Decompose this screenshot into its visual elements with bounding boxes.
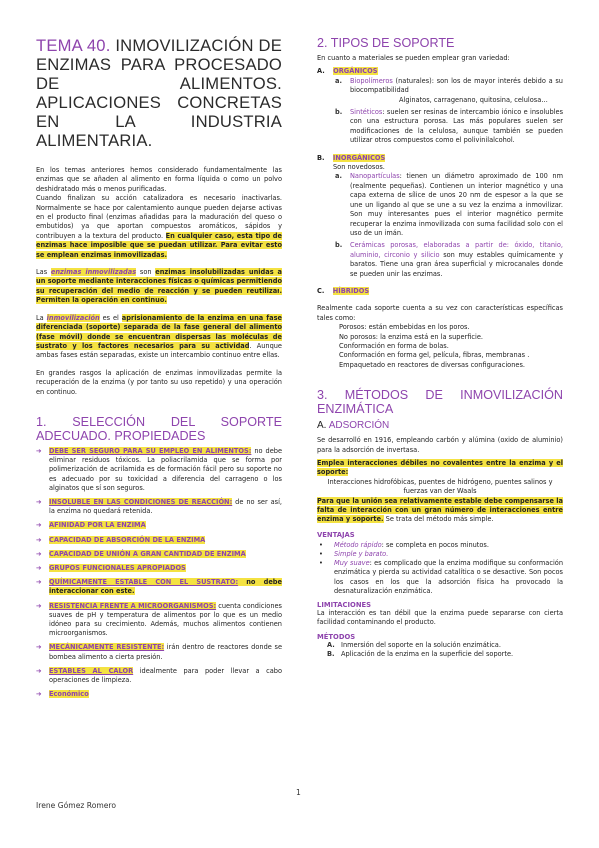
section-2-intro: En cuanto a materiales se pueden emplear gran variedad: bbox=[317, 54, 510, 62]
letter-label: C. bbox=[317, 286, 325, 295]
adsorption-interactions: Interacciones hidrofóbicas, puentes de hidrógeno, puentes salinos y fuerzas van der Waals bbox=[327, 477, 553, 496]
type-C bbox=[317, 287, 563, 296]
support-properties-list bbox=[36, 447, 282, 699]
list-item bbox=[317, 550, 563, 559]
type-heading: INORGÁNICOS bbox=[332, 153, 386, 162]
term-text: (naturales): son los de mayor interés debido a su biocompatibilidad bbox=[350, 76, 563, 95]
type-A bbox=[317, 67, 563, 76]
item-text: Aplicación de la enzima en la superficie del soporte. bbox=[341, 650, 514, 659]
list-item bbox=[36, 521, 282, 530]
page-number: 1 bbox=[296, 788, 301, 797]
item-text: : se completa en pocos minutos. bbox=[381, 540, 489, 549]
arrow-icon: ➔ bbox=[36, 563, 42, 572]
intro-highlight: enzimas insolubilizadas unidas a un soporte mediante interacciones físicas o químicas permitiendo su recuperación del medio de reacción y se pueden reutilizar bbox=[36, 268, 283, 295]
arrow-icon: ➔ bbox=[36, 497, 42, 506]
support-characteristics-intro: Realmente cada soporte cuenta a su vez con características específicas tales como: bbox=[317, 304, 563, 322]
page-title bbox=[36, 36, 282, 150]
list-item: Empaquetado en reactores de diversas configuraciones. bbox=[339, 360, 525, 369]
intro-text: Las bbox=[36, 268, 51, 277]
list-item bbox=[36, 550, 282, 559]
letter-label: A. bbox=[327, 640, 335, 649]
arrow-icon: ➔ bbox=[36, 643, 42, 652]
bullet-icon: • bbox=[319, 550, 323, 559]
item-text: idealmente para poder llevar a cabo operaciones de limpieza. bbox=[49, 666, 283, 684]
term: Biopolímeros bbox=[350, 76, 393, 85]
item-heading: CAPACIDAD DE ABSORCIÓN DE LA ENZIMA bbox=[49, 535, 206, 544]
right-column bbox=[317, 36, 563, 660]
adsorption-paragraph-3 bbox=[317, 497, 563, 525]
ventajas-title: VENTAJAS bbox=[317, 530, 355, 539]
list-item: Porosos: están embebidas en los poros. bbox=[339, 323, 470, 332]
text: Se trata del método más simple. bbox=[383, 515, 494, 524]
arrow-icon: ➔ bbox=[36, 535, 42, 544]
left-column bbox=[36, 36, 282, 704]
intro-highlight: En cualquier caso, esta tipo de enzimas hace imposible que se puedan utilizar. Para evitar esto se emplean enzimas inmovilizadas. bbox=[36, 231, 282, 259]
type-B bbox=[317, 154, 563, 163]
intro-paragraph-2 bbox=[36, 268, 282, 306]
metodos-title: MÉTODOS bbox=[317, 632, 356, 641]
bullet-icon: • bbox=[319, 559, 323, 568]
intro-paragraph-1 bbox=[36, 166, 282, 260]
item-heading: Muy suave bbox=[334, 559, 370, 568]
limitaciones-title: LIMITACIONES bbox=[317, 601, 372, 610]
item-heading: ESTABLES AL CALOR bbox=[49, 666, 134, 675]
list-item: No porosos: la enzima está en la superficie. bbox=[339, 332, 484, 341]
intro-paragraph-4: En grandes rasgos la aplicación de enzimas inmovilizadas permite la recuperación de la enzima (y por tanto su uso repetido) y una operación en continuo. bbox=[36, 368, 282, 396]
list-item bbox=[36, 602, 282, 639]
term-text: son muy estables químicamente y baratos. Tiene una gran área superficial y microcanales donde se pueden unir las enzimas. bbox=[350, 250, 563, 278]
item-heading: RESISTENCIA FRENTE A MICROORGANISMOS: bbox=[49, 601, 217, 610]
type-A-b bbox=[317, 108, 563, 146]
intro-highlight: aprisionamiento de la enzima en una fase diferenciada (soporte) separada de la fase general del alimento (fase móvil) donde se encuentran dispersas las moléculas de sustrato y los factores necesarios para su actividad bbox=[36, 313, 283, 350]
letter-label: a. bbox=[335, 172, 342, 181]
arrow-icon: ➔ bbox=[36, 601, 42, 610]
arrow-icon: ➔ bbox=[36, 666, 42, 675]
intro-text: La bbox=[36, 313, 47, 322]
title-text: INMOVILIZACIÓN DE ENZIMAS PARA PROCESADO DE ALIMENTOS. APLICACIONES CONCRETAS EN LA INDUSTRIA ALIMENTARIA. bbox=[36, 36, 282, 150]
ventajas-list bbox=[317, 541, 563, 596]
adsorption-heading bbox=[317, 420, 563, 432]
arrow-icon: ➔ bbox=[36, 690, 42, 699]
item-heading: DEBE SER SEGURO PARA SU EMPLEO EN ALIMENTOS: bbox=[49, 446, 252, 455]
term: Sintéticos bbox=[350, 108, 383, 117]
metodo-item bbox=[317, 650, 563, 659]
type-heading: HÍBRIDOS bbox=[332, 286, 370, 295]
item-text: no debe eliminar residuos tóxicos. La poliacrilamida que se forma por polimerización de acrilamida es de formación fácil pero su soporte no es adecuado por su toxicidad a diferencia del carrageno o los alginatos que sí son seguros. bbox=[49, 446, 283, 492]
item-text: cuenta condiciones suaves de pH y temperatura de alimentos por lo que es un medio idóneo para su crecimiento. Además, muchos alimentos contienen microorganismos. bbox=[49, 601, 282, 638]
intro-text: En los temas anteriores hemos considerado fundamentalmente las enzimas que se añaden al alimento en forma líquida o como un polvo deshidratado más o menos purificadas. bbox=[36, 166, 282, 193]
item-heading: MECÁNICAMENTE RESISTENTE: bbox=[49, 643, 165, 652]
item-text: Inmersión del soporte en la solución enzimática. bbox=[341, 640, 501, 649]
intro-paragraph-3 bbox=[36, 314, 282, 361]
list-item: Conformación en forma de bolas. bbox=[339, 341, 449, 350]
item-heading: Económico bbox=[49, 690, 89, 699]
list-item bbox=[36, 667, 282, 685]
item-text: : es complicado que la enzima modifique su conformación enzimática y pierda su actividad catalítica o se desactive. Son pocos los casos en los que la adsorción física ha provocado la desnaturalización enzimática. bbox=[334, 559, 564, 595]
intro-text: Cuando finalizan su acción catalizadora es necesario inactivarlas. Normalmente se hace por calentamiento aunque pueden dejarse activas en el producto final (enzimas añadidas para la maduración del queso o embutidos) ya que aportan compuestos aromáticos, sápidos y contribuyen a la textura del producto. bbox=[36, 194, 282, 240]
item-heading: Simple y barato. bbox=[334, 550, 389, 559]
intro-text: . Aunque ambas fases están separadas, existe un intercambio continuo entre ellas. bbox=[36, 341, 282, 360]
support-characteristics-list bbox=[317, 323, 563, 370]
list-item bbox=[36, 447, 282, 493]
letter-label: b. bbox=[335, 241, 343, 250]
intro-text: son bbox=[136, 268, 156, 277]
section-3-title: 3. MÉTODOS DE INMOVILIZACIÓN ENZIMÁTICA bbox=[317, 388, 563, 417]
intro-term: enzimas inmovilizadas bbox=[50, 268, 137, 277]
list-item: Conformación en forma gel, película, fibras, membranas . bbox=[339, 351, 530, 360]
list-item bbox=[36, 578, 282, 596]
item-heading: CAPACIDAD DE UNIÓN A GRAN CANTIDAD DE ENZIMA bbox=[49, 549, 246, 558]
section-2-title: 2. TIPOS DE SOPORTE bbox=[317, 36, 455, 50]
section-1-title: 1. SELECCIÓN DEL SOPORTE ADECUADO. PROPIEDADES bbox=[36, 414, 282, 443]
letter-label: b. bbox=[335, 108, 343, 117]
letter-label: B. bbox=[317, 153, 325, 162]
item-heading: INSOLUBLE EN LAS CONDICIONES DE REACCIÓN: bbox=[49, 497, 233, 506]
biopolymer-examples: Alginatos, carragenano, quitosina, celulosa… bbox=[399, 95, 548, 104]
intro-text: es el bbox=[99, 313, 122, 322]
item-heading: GRUPOS FUNCIONALES APROPIADOS bbox=[49, 563, 186, 572]
arrow-icon: ➔ bbox=[36, 446, 42, 455]
item-text: no debe interaccionar con este. bbox=[49, 578, 282, 596]
type-B-b bbox=[317, 241, 563, 279]
list-item bbox=[317, 541, 563, 550]
limitaciones-text: La interacción es tan débil que la enzima puede separarse con cierta facilidad contaminando el producto. bbox=[317, 609, 563, 627]
arrow-icon: ➔ bbox=[36, 578, 42, 587]
arrow-icon: ➔ bbox=[36, 521, 42, 530]
item-heading: Método rápido bbox=[334, 540, 382, 549]
list-item bbox=[317, 559, 563, 596]
list-item bbox=[36, 536, 282, 545]
list-item bbox=[36, 643, 282, 661]
type-heading: ORGÁNICOS bbox=[333, 67, 378, 76]
term-text: : suelen ser resinas de intercambio iónico e insolubles con una estructura porosa. Las más populares suelen ser modificaciones de la celulosa, aunque también se pueden utilizar otros compuestos como el polivinilalcohol. bbox=[350, 108, 563, 145]
letter-label: B. bbox=[327, 650, 335, 659]
bullet-icon: • bbox=[319, 540, 323, 549]
arrow-icon: ➔ bbox=[36, 549, 42, 558]
highlight: Emplea interacciones débiles no covalentes entre la enzima y el soporte: bbox=[317, 459, 563, 477]
type-A-a bbox=[317, 77, 563, 96]
letter-label: a. bbox=[335, 76, 342, 85]
item-text: de no ser así, la enzima no quedará retenida. bbox=[49, 497, 282, 516]
letter-label: A. bbox=[317, 420, 329, 432]
list-item bbox=[36, 690, 282, 699]
adsorption-paragraph-1: Se desarrolló en 1916, empleando carbón y alúmina (oxido de aluminio) para la adsorción de invertasa. bbox=[317, 436, 563, 454]
term: Cerámicas porosas, elaboradas a partir de: óxido, titanio, aluminio, circonio y silicio bbox=[350, 241, 563, 259]
author-name: Irene Gómez Romero bbox=[36, 801, 117, 810]
subsection-title: ADSORCIÓN bbox=[328, 420, 390, 432]
type-B-intro: Son novedosos. bbox=[333, 163, 385, 172]
item-text: irán dentro de reactores donde se bombea alimento a cierta presión. bbox=[49, 643, 282, 661]
item-heading: AFINIDAD POR LA ENZIMA bbox=[49, 521, 146, 530]
term: Nanopartículas bbox=[350, 172, 400, 181]
highlight: Para que la unión sea relativamente estable debe compensarse la falta de interacción con un gran número de interacciones entre enzima y soporte. bbox=[317, 496, 563, 524]
title-number: TEMA 40. bbox=[36, 36, 111, 55]
item-heading: QUÍMICAMENTE ESTABLE CON EL SUSTRATO: bbox=[49, 578, 239, 587]
metodo-item bbox=[317, 641, 563, 650]
list-item bbox=[36, 564, 282, 573]
type-B-a bbox=[317, 172, 563, 238]
letter-label: A. bbox=[317, 67, 325, 76]
adsorption-paragraph-2 bbox=[317, 459, 563, 478]
term-text: : tienen un diámetro aproximado de 100 nm (realmente pequeñas). Contienen un interior magnético y una capa externa de sílice de unos 20 nm de espesor a la que se une un ligando al que se une a su vez la enzima a inmovilizar. Son muy interesantes pues el interior magnético permite recuperar la enzima inmovilizada con suma facilidad solo con el uso de un imán. bbox=[350, 172, 563, 237]
list-item bbox=[36, 498, 282, 516]
intro-term: inmovilización bbox=[46, 313, 100, 322]
intro-highlight: . Permiten la operación en continuo. bbox=[36, 286, 282, 305]
